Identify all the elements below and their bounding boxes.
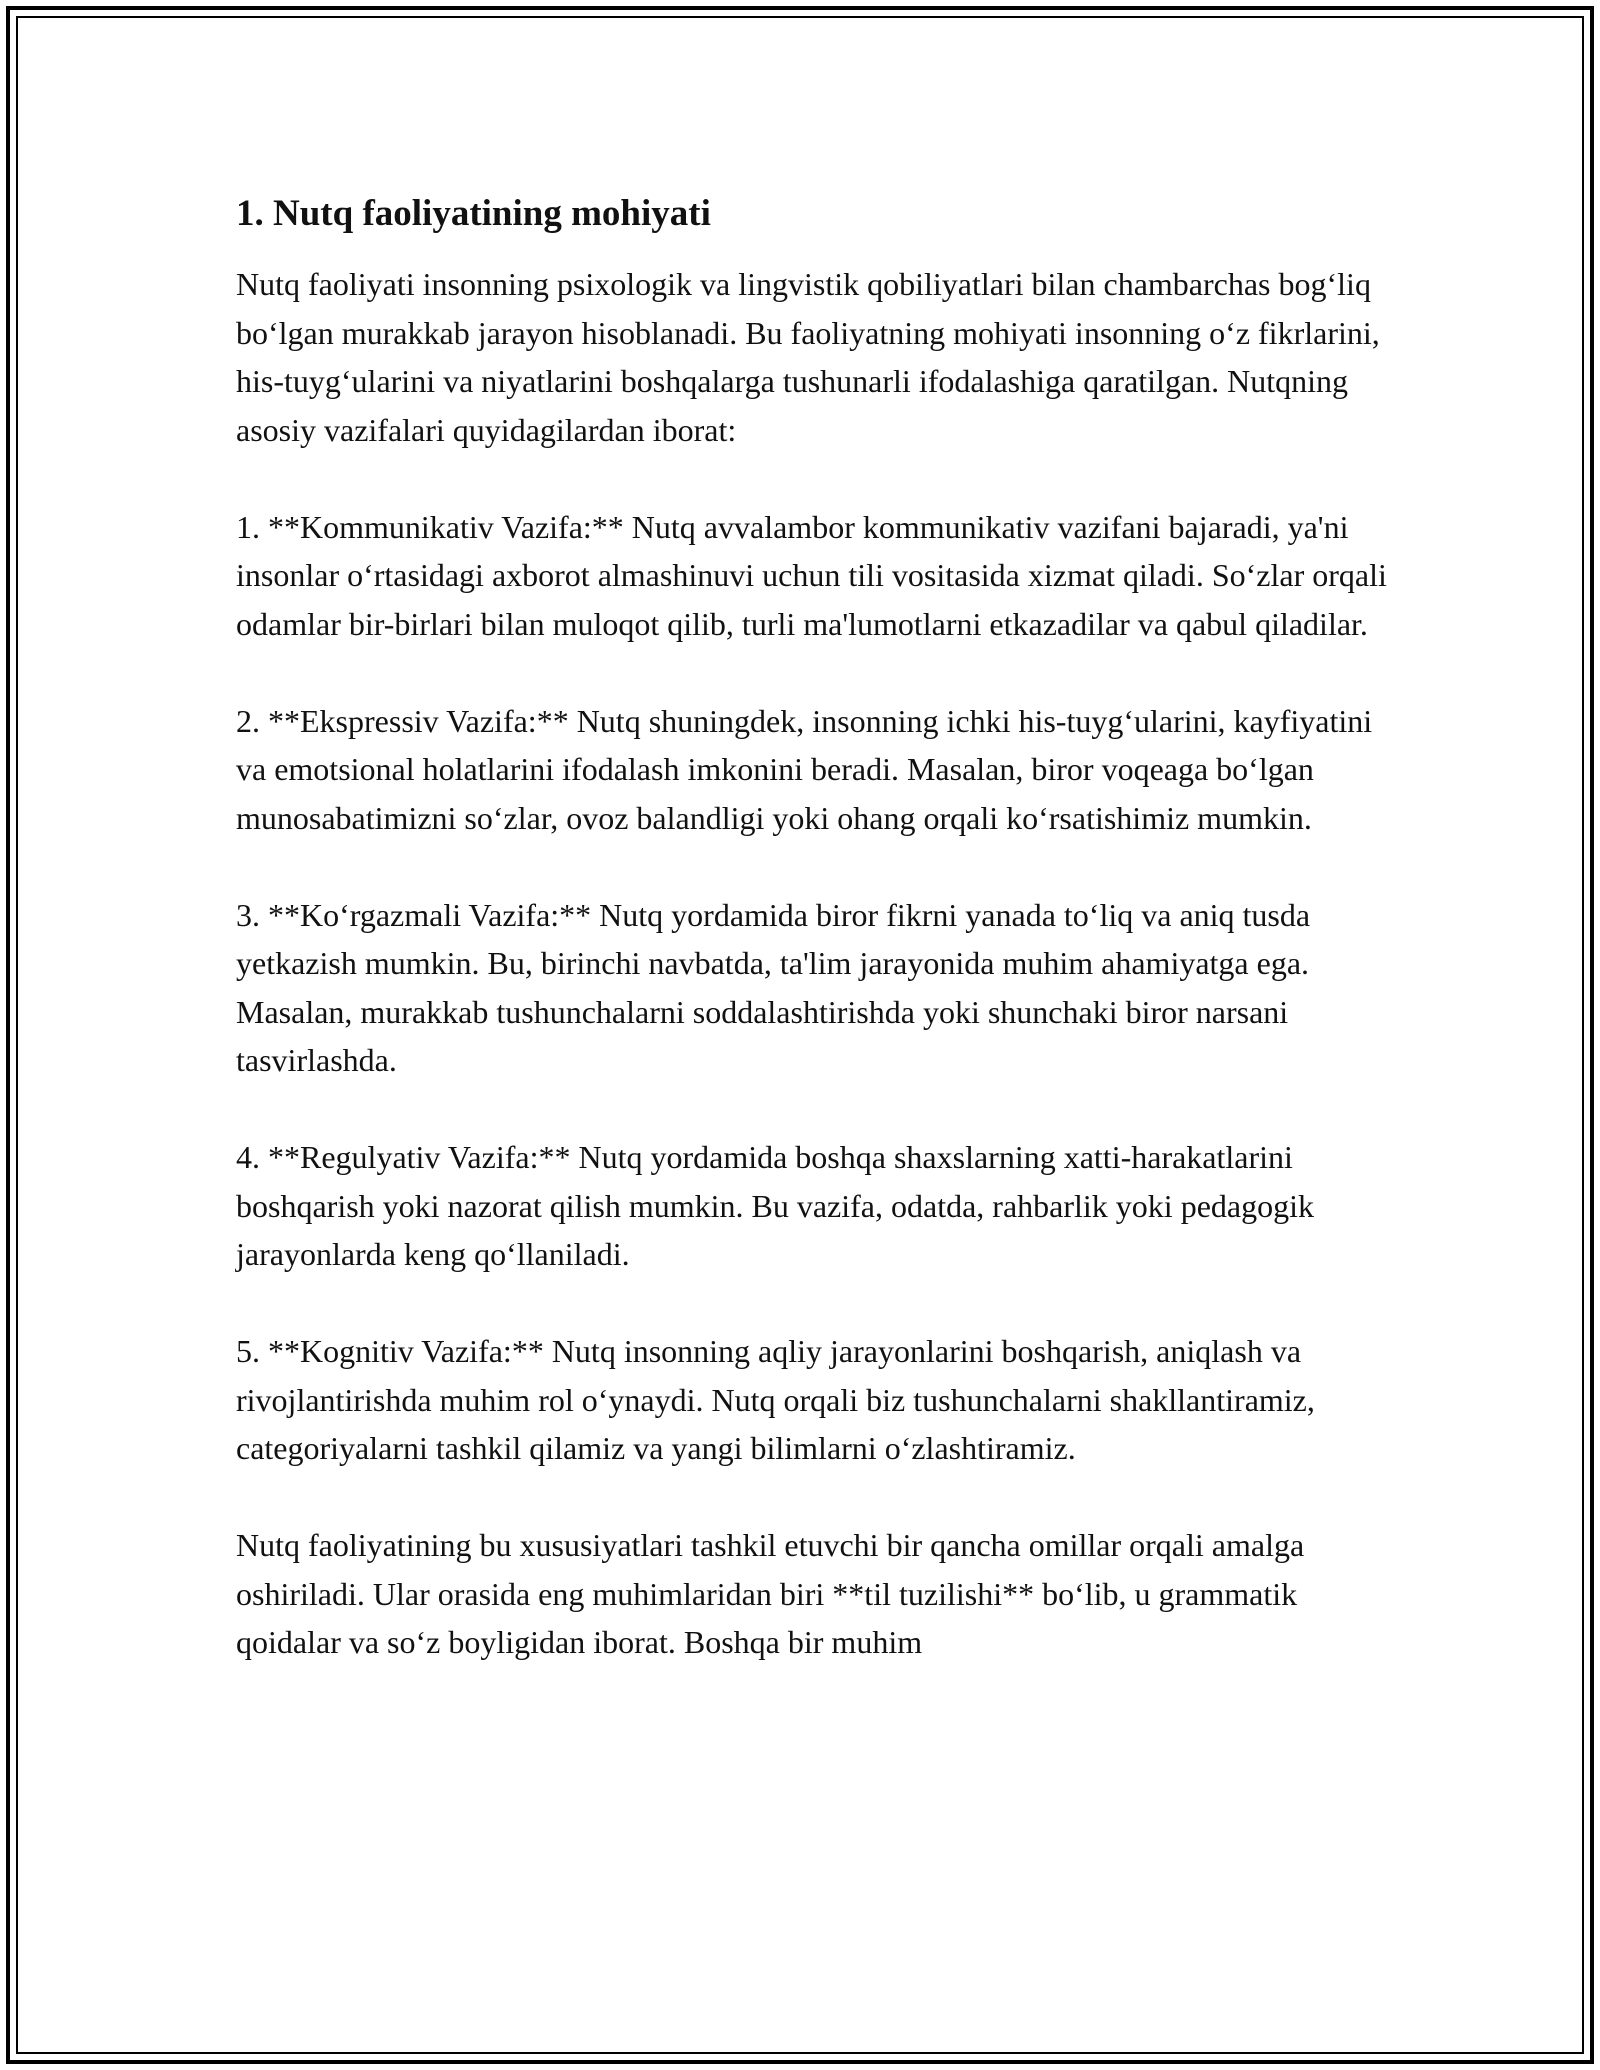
- paragraph-regulyativ: 4. **Regulyativ Vazifa:** Nutq yordamida boshqa shaxslarning xatti-harakatlarini boshqarish yoki nazorat qilish mumkin. Bu vazifa, odatda, rahbarlik yoki pedagogik jarayonlarda keng qo‘llaniladi.: [236, 1139, 1314, 1272]
- document-title: 1. Nutq faoliyatining mohiyati: [236, 193, 711, 234]
- document-body: [236, 190, 1396, 1667]
- paragraph-conclusion: Nutq faoliyatining bu xususiyatlari tashkil etuvchi bir qancha omillar orqali amalga oshiriladi. Ular orasida eng muhimlaridan biri **til tuzilishi** bo‘lib, u grammatik qoidalar va so‘z boyligidan iborat. Boshqa bir muhim: [236, 1527, 1305, 1660]
- paragraph-ekspressiv: 2. **Ekspressiv Vazifa:** Nutq shuningdek, insonning ichki his-tuyg‘ularini, kayfiyatini va emotsional holatlarini ifodalash imkonini beradi. Masalan, biror voqeaga bo‘lgan munosabatimizni so‘zlar, ovoz balandligi yoki ohang orqali ko‘rsatishimiz mumkin.: [236, 702, 1373, 836]
- paragraph-kognitiv: 5. **Kognitiv Vazifa:** Nutq insonning aqliy jarayonlarini boshqarish, aniqlash va rivojlantirishda muhim rol o‘ynaydi. Nutq orqali biz tushunchalarni shakllantiramiz, categoriyalarni tashkil qilamiz va yangi bilimlarni o‘zlashtiramiz.: [236, 1333, 1315, 1466]
- paragraph-intro: Nutq faoliyati insonning psixologik va lingvistik qobiliyatlari bilan chambarchas bog‘liq bo‘lgan murakkab jarayon hisoblanadi. Bu faoliyatning mohiyati insonning o‘z fikrlarini, his-tuyg‘ularini va niyatlarini boshqalarga tushunarli ifodalashiga qaratilgan. Nutqning asosiy vazifalari quyidagilardan iborat:: [236, 266, 1380, 448]
- paragraph-korgazmali: 3. **Ko‘rgazmali Vazifa:** Nutq yordamida biror fikrni yanada to‘liq va aniq tusda yetkazish mumkin. Bu, birinchi navbatda, ta'lim jarayonida muhim ahamiyatga ega. Masalan, murakkab tushunchalarni soddalashtirishda yoki shunchaki biror narsani tasvirlashda.: [236, 896, 1311, 1078]
- paragraph-kommunikativ: 1. **Kommunikativ Vazifa:** Nutq avvalambor kommunikativ vazifani bajaradi, ya'ni insonlar o‘rtasidagi axborot almashinuvi uchun tili vositasida xizmat qiladi. So‘zlar orqali odamlar bir-birlari bilan muloqot qilib, turli ma'lumotlarni etkazadilar va qabul qiladilar.: [236, 508, 1387, 642]
